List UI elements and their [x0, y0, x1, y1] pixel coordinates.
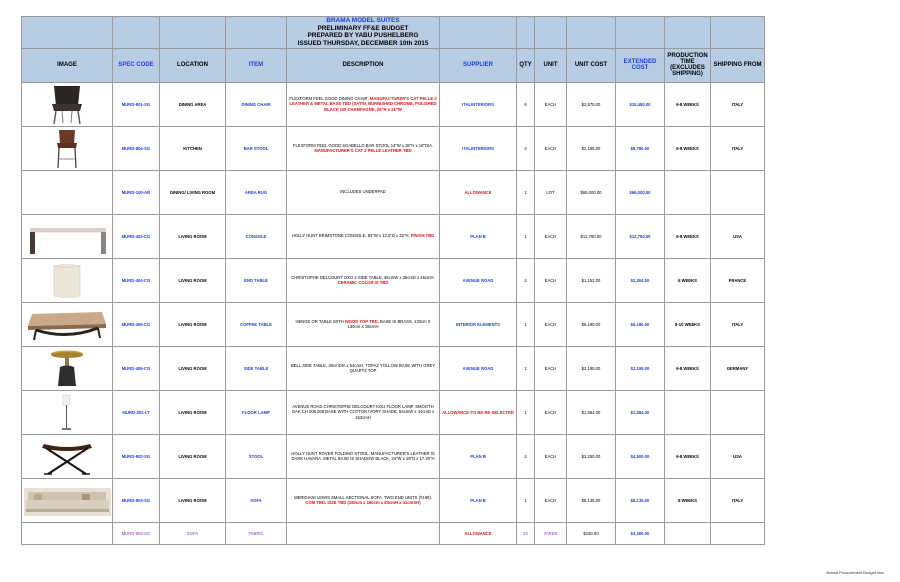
item-name: FABRIC	[226, 522, 287, 544]
col-header-unit-cost: UNIT COST	[567, 48, 616, 82]
spec-code: MURD-405-CG	[113, 302, 160, 346]
bar-stool-image	[22, 128, 112, 169]
product-image-cell	[22, 390, 113, 434]
production-time	[665, 390, 711, 434]
table-row	[22, 302, 765, 346]
title-line-2: PRELIMINARY FF&E BUDGET	[317, 24, 409, 32]
col-header-supplier: SUPPLIER	[440, 48, 517, 82]
dining-chair-image	[22, 84, 112, 125]
footer-filename: Brama Procurement Budget.xlsx	[826, 570, 884, 575]
unit: YARDS	[535, 522, 567, 544]
qty: 2	[517, 434, 535, 478]
production-time: 8 WEEKS	[665, 478, 711, 522]
item-name: STOOL	[226, 434, 287, 478]
shipping-from: USA	[711, 214, 765, 258]
col-header-shipping-from: SHIPPING FROM	[711, 48, 765, 82]
table-row	[22, 346, 765, 390]
supplier: ALLOWANCE-TO BE RE-SELECTED	[440, 390, 517, 434]
description: FLEXFORM FEEL GOOD SGABELLO BAR STOOL 14"W x 36"H x 18"DIA. MANUFACTURER'S CAT 2 PELLE LEATHER TBD	[287, 126, 440, 170]
extended-cost: $65,000.00	[616, 170, 665, 214]
unit: EACH	[535, 258, 567, 302]
location: DINING AREA	[160, 82, 226, 126]
description: AVENUE ROAD CHRISTOPHE DELCOURT KOU FLOOR LAMP. SMOOTH OAK CH 008.008 BASE WITH COTTON IVORY SHADE, 54cmW x 44cmD x 153cmH	[287, 390, 440, 434]
extended-cost: $8,135.00	[616, 478, 665, 522]
shipping-from: ITALY	[711, 478, 765, 522]
unit-cost: $2,195.00	[567, 126, 616, 170]
product-image-cell	[22, 434, 113, 478]
item-name: SIDE TABLE	[226, 346, 287, 390]
qty: 22	[517, 522, 535, 544]
product-image-cell	[22, 126, 113, 170]
qty: 1	[517, 390, 535, 434]
extended-cost: $3,300.00	[616, 522, 665, 544]
location: LIVING ROOM	[160, 390, 226, 434]
col-header-item: ITEM	[226, 48, 287, 82]
unit-cost: $2,575.00	[567, 82, 616, 126]
product-image-cell	[22, 478, 113, 522]
production-time	[665, 170, 711, 214]
item-name: AREA RUG	[226, 170, 287, 214]
table-row	[22, 258, 765, 302]
spec-code: MURD-803-SG	[113, 522, 160, 544]
table-row	[22, 170, 765, 214]
table-row	[22, 214, 765, 258]
col-header-location: LOCATION	[160, 48, 226, 82]
title-banner-row	[22, 17, 765, 49]
col-header-extended-cost: EXTENDED COST	[616, 48, 665, 82]
location: LIVING ROOM	[160, 302, 226, 346]
location: LIVING ROOM	[160, 346, 226, 390]
floor-lamp-image	[22, 392, 112, 433]
unit: EACH	[535, 434, 567, 478]
location: LIVING ROOM	[160, 214, 226, 258]
supplier: ITALINTERIORS	[440, 126, 517, 170]
shipping-from	[711, 522, 765, 544]
unit-cost: $8,135.00	[567, 478, 616, 522]
production-time: 6-8 WEEKS	[665, 214, 711, 258]
spec-code: MURD-403-CG	[113, 214, 160, 258]
shipping-from: ITALY	[711, 126, 765, 170]
title-line-4: ISSUED THURSDAY, DECEMBER 10th 2015	[297, 40, 429, 48]
side-table-image	[22, 348, 112, 389]
unit-cost: $2,250.00	[567, 434, 616, 478]
coffee-table-image	[22, 304, 112, 345]
description: HENGE OR TABLE WITH WOOD TOP TBD, BASE IS BRASS, 130cm X 130cm X 38cmH	[287, 302, 440, 346]
product-image-cell	[22, 522, 113, 544]
end-table-image	[22, 260, 112, 301]
shipping-from: USA	[711, 434, 765, 478]
table-row	[22, 390, 765, 434]
col-header-qty: QTY	[517, 48, 535, 82]
qty: 1	[517, 302, 535, 346]
location: DINING/ LIVING ROOM	[160, 170, 226, 214]
product-image-cell	[22, 214, 113, 258]
item-name: END TABLE	[226, 258, 287, 302]
description	[287, 522, 440, 544]
extended-cost: $6,190.00	[616, 302, 665, 346]
extended-cost: $4,500.00	[616, 434, 665, 478]
description: MERIDIANI LEWIS SMALL SECTIONAL SOFA. TWO END UNITS (#199). COM TBD. SIZE TBD (160cm x 160cm x 83cmH x 41cmSH)	[287, 478, 440, 522]
location: LIVING ROOM	[160, 478, 226, 522]
sofa-image	[22, 480, 112, 521]
shipping-from: GERMANY	[711, 346, 765, 390]
console-table-image	[22, 216, 112, 257]
supplier: AVENUE ROAD	[440, 346, 517, 390]
col-header-spec-code: SPEC CODE	[113, 48, 160, 82]
spec-code: MURD-804-SG	[113, 126, 160, 170]
shipping-from: ITALY	[711, 302, 765, 346]
production-time	[665, 522, 711, 544]
shipping-from: FRANCE	[711, 258, 765, 302]
item-name: DINING CHAIR	[226, 82, 287, 126]
product-image-cell	[22, 258, 113, 302]
title-line-1: BRAMA MODEL SUITES	[326, 17, 400, 24]
item-name: FLOOR LAMP	[226, 390, 287, 434]
item-name: SOFA	[226, 478, 287, 522]
spec-code: MURD-404-CG	[113, 258, 160, 302]
supplier: ALLOWANCE	[440, 522, 517, 544]
description: INCLUDES UNDERPAD	[287, 170, 440, 214]
qty: 1	[517, 170, 535, 214]
qty: 6	[517, 82, 535, 126]
unit: EACH	[535, 214, 567, 258]
qty: 2	[517, 258, 535, 302]
extended-cost: $15,450.00	[616, 82, 665, 126]
description: HOLLY HUNT ROVER FOLDING STOOL. MANUFACTURER'S LEATHER IS DARK HAVANA. METAL BASE IS SHADOW BLACK, 24"W x 19"D x 17.25"H	[287, 434, 440, 478]
spec-code: MURD-100-AR	[113, 170, 160, 214]
supplier: AVENUE ROAD	[440, 258, 517, 302]
production-time: 6-8 WEEKS	[665, 434, 711, 478]
table-row	[22, 478, 765, 522]
unit: EACH	[535, 82, 567, 126]
supplier: PLAN B	[440, 478, 517, 522]
location: LIVING ROOM	[160, 434, 226, 478]
col-header-production-time: PRODUCTION TIME (EXCLUDES SHIPPING)	[665, 48, 711, 82]
item-name: COFFEE TABLE	[226, 302, 287, 346]
unit-cost: $12,780.00	[567, 214, 616, 258]
extended-cost: $2,304.00	[616, 258, 665, 302]
spec-code: MURD-801-SG	[113, 82, 160, 126]
table-row	[22, 126, 765, 170]
unit-cost: $1,152.00	[567, 258, 616, 302]
unit-cost: $150.00	[567, 522, 616, 544]
description: HOLLY HUNT BRIMSTONE CONSOLE, 84"W x 13.5"D x 32"H, FINISH TBD	[287, 214, 440, 258]
qty: 1	[517, 478, 535, 522]
extended-cost: $8,780.00	[616, 126, 665, 170]
supplier: ITALINTERIORS	[440, 82, 517, 126]
spec-code: MURD-406-CG	[113, 346, 160, 390]
table-row	[22, 522, 765, 544]
unit: EACH	[535, 478, 567, 522]
shipping-from: ITALY	[711, 82, 765, 126]
supplier: INTERIOR ELEMENTS	[440, 302, 517, 346]
extended-cost: $12,780.00	[616, 214, 665, 258]
production-time: 6-8 WEEKS	[665, 126, 711, 170]
location: SOFA	[160, 522, 226, 544]
unit: LOT	[535, 170, 567, 214]
supplier: PLAN B	[440, 434, 517, 478]
product-image-cell	[22, 170, 113, 214]
item-name: BAR STOOL	[226, 126, 287, 170]
unit-cost: $1,584.00	[567, 390, 616, 434]
item-name: CONSOLE	[226, 214, 287, 258]
qty: 1	[517, 214, 535, 258]
supplier: PLAN B	[440, 214, 517, 258]
description: CHRISTOPHE DELCOURT OXO 2 SIDE TABLE, 35cmW x 35cmD x 45cmH. CERAMIC COLOR IS TBD	[287, 258, 440, 302]
product-image-cell	[22, 346, 113, 390]
col-header-image: IMAGE	[22, 48, 113, 82]
table-row	[22, 434, 765, 478]
location: KITCHEN	[160, 126, 226, 170]
production-time: 8-10 WEEKS	[665, 302, 711, 346]
production-time: 6-8 WEEKS	[665, 346, 711, 390]
unit-cost: $65,000.00	[567, 170, 616, 214]
column-header-row	[22, 48, 765, 82]
extended-cost: $1,584.00	[616, 390, 665, 434]
table-row	[22, 82, 765, 126]
supplier: ALLOWANCE	[440, 170, 517, 214]
folding-stool-image	[22, 436, 112, 477]
spec-code: MURD-301-LT	[113, 390, 160, 434]
description: BELL SIDE TABLE, 30cmDIA x 54cmH, TOPAZ YOLLOW BASE WITH GREY QUARTZ TOP	[287, 346, 440, 390]
product-image-cell	[22, 82, 113, 126]
col-header-description: DESCRIPTION	[287, 48, 440, 82]
title-line-3: PREPARED BY YABU PUSHELBERG	[307, 32, 419, 40]
location: LIVING ROOM	[160, 258, 226, 302]
shipping-from	[711, 390, 765, 434]
unit: EACH	[535, 346, 567, 390]
qty: 1	[517, 346, 535, 390]
extended-cost: $2,195.00	[616, 346, 665, 390]
spec-code: MURD-802-SG	[113, 434, 160, 478]
unit: EACH	[535, 126, 567, 170]
ffe-budget-table	[21, 16, 765, 545]
product-image-cell	[22, 302, 113, 346]
description: FLEXFORM FEEL GOOD DINING CHAIR. MANUFACTURER'S CAT PELLE 2 LEATHER & METAL BASE TBD (SATIN, BURNISHED CHROME, POLISHED BLACK OR CHAMPAGNE, 26"H x 21"W	[287, 82, 440, 126]
shipping-from	[711, 170, 765, 214]
document-title	[287, 17, 440, 49]
production-time: 6-8 WEEKS	[665, 82, 711, 126]
spec-code: MURD-803-SG	[113, 478, 160, 522]
unit: EACH	[535, 390, 567, 434]
qty: 4	[517, 126, 535, 170]
unit: EACH	[535, 302, 567, 346]
col-header-unit: UNIT	[535, 48, 567, 82]
unit-cost: $2,195.00	[567, 346, 616, 390]
unit-cost: $6,190.00	[567, 302, 616, 346]
production-time: 6 WEEKS	[665, 258, 711, 302]
